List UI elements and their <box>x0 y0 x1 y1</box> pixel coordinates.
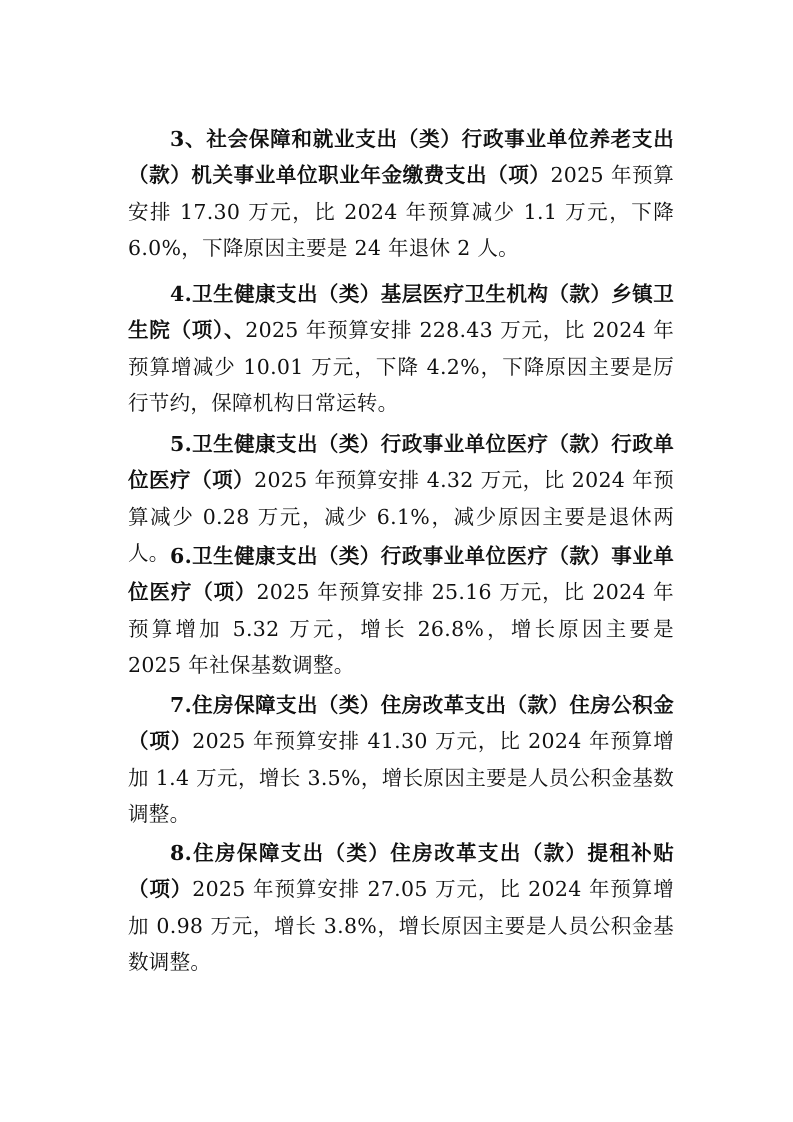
paragraph-heading: 4.卫生健康支出（类）基层医疗卫生机构（款）乡镇卫 生院（项）、 <box>128 281 674 342</box>
paragraph-item-3 <box>128 121 674 267</box>
paragraph-body: 2025 年预算安排 4.32 万元，比 2024 年预算减少 0.28 万元，减少 6.1%，减少原因主要是退休两人。 <box>128 468 674 565</box>
paragraph-heading: 8.住房保障支出（类）住房改革支出（款）提租补贴（项） <box>128 840 674 901</box>
paragraph-body: 2025 年预算安排 41.30 万元，比 2024 年预算增加 1.4 万元，增长 3.5%，增长原因主要是人员公积金基数调整。 <box>128 729 674 826</box>
paragraph-item-4 <box>128 276 674 422</box>
paragraph-item-8 <box>128 835 674 981</box>
paragraph-heading: 5.卫生健康支出（类）行政事业单位医疗（款）行政单 位医疗（项） <box>128 431 674 492</box>
paragraph-body: 2025 年预算安排 228.43 万元，比 2024 年预算增减少 10.01 万元，下降 4.2%，下降原因主要是厉行节约，保障机构日常运转。 <box>128 318 674 415</box>
paragraph-heading: 7.住房保障支出（类）住房改革支出（款）住房公积金（项） <box>128 692 674 753</box>
paragraph-item-7 <box>128 687 674 833</box>
paragraph-item-6 <box>128 538 674 684</box>
paragraph-body: 2025 年预算安排 25.16 万元，比 2024 年预算增加 5.32 万元，增长 26.8%，增长原因主要是 2025 年社保基数调整。 <box>128 580 674 677</box>
paragraph-body: 2025 年预算安排 27.05 万元，比 2024 年预算增加 0.98 万元，增长 3.8%，增长原因主要是人员公积金基数调整。 <box>128 877 674 974</box>
paragraph-heading: 3、社会保障和就业支出（类）行政事业单位养老支出（款）机关事业单位职业年金缴费支出（项） <box>128 126 674 187</box>
paragraph-heading: 6.卫生健康支出（类）行政事业单位医疗（款）事业单 位医疗（项） <box>128 543 674 604</box>
paragraph-body: 2025 年预算安排 17.30 万元，比 2024 年预算减少 1.1 万元，下降 6.0%，下降原因主要是 24 年退休 2 人。 <box>128 163 675 260</box>
